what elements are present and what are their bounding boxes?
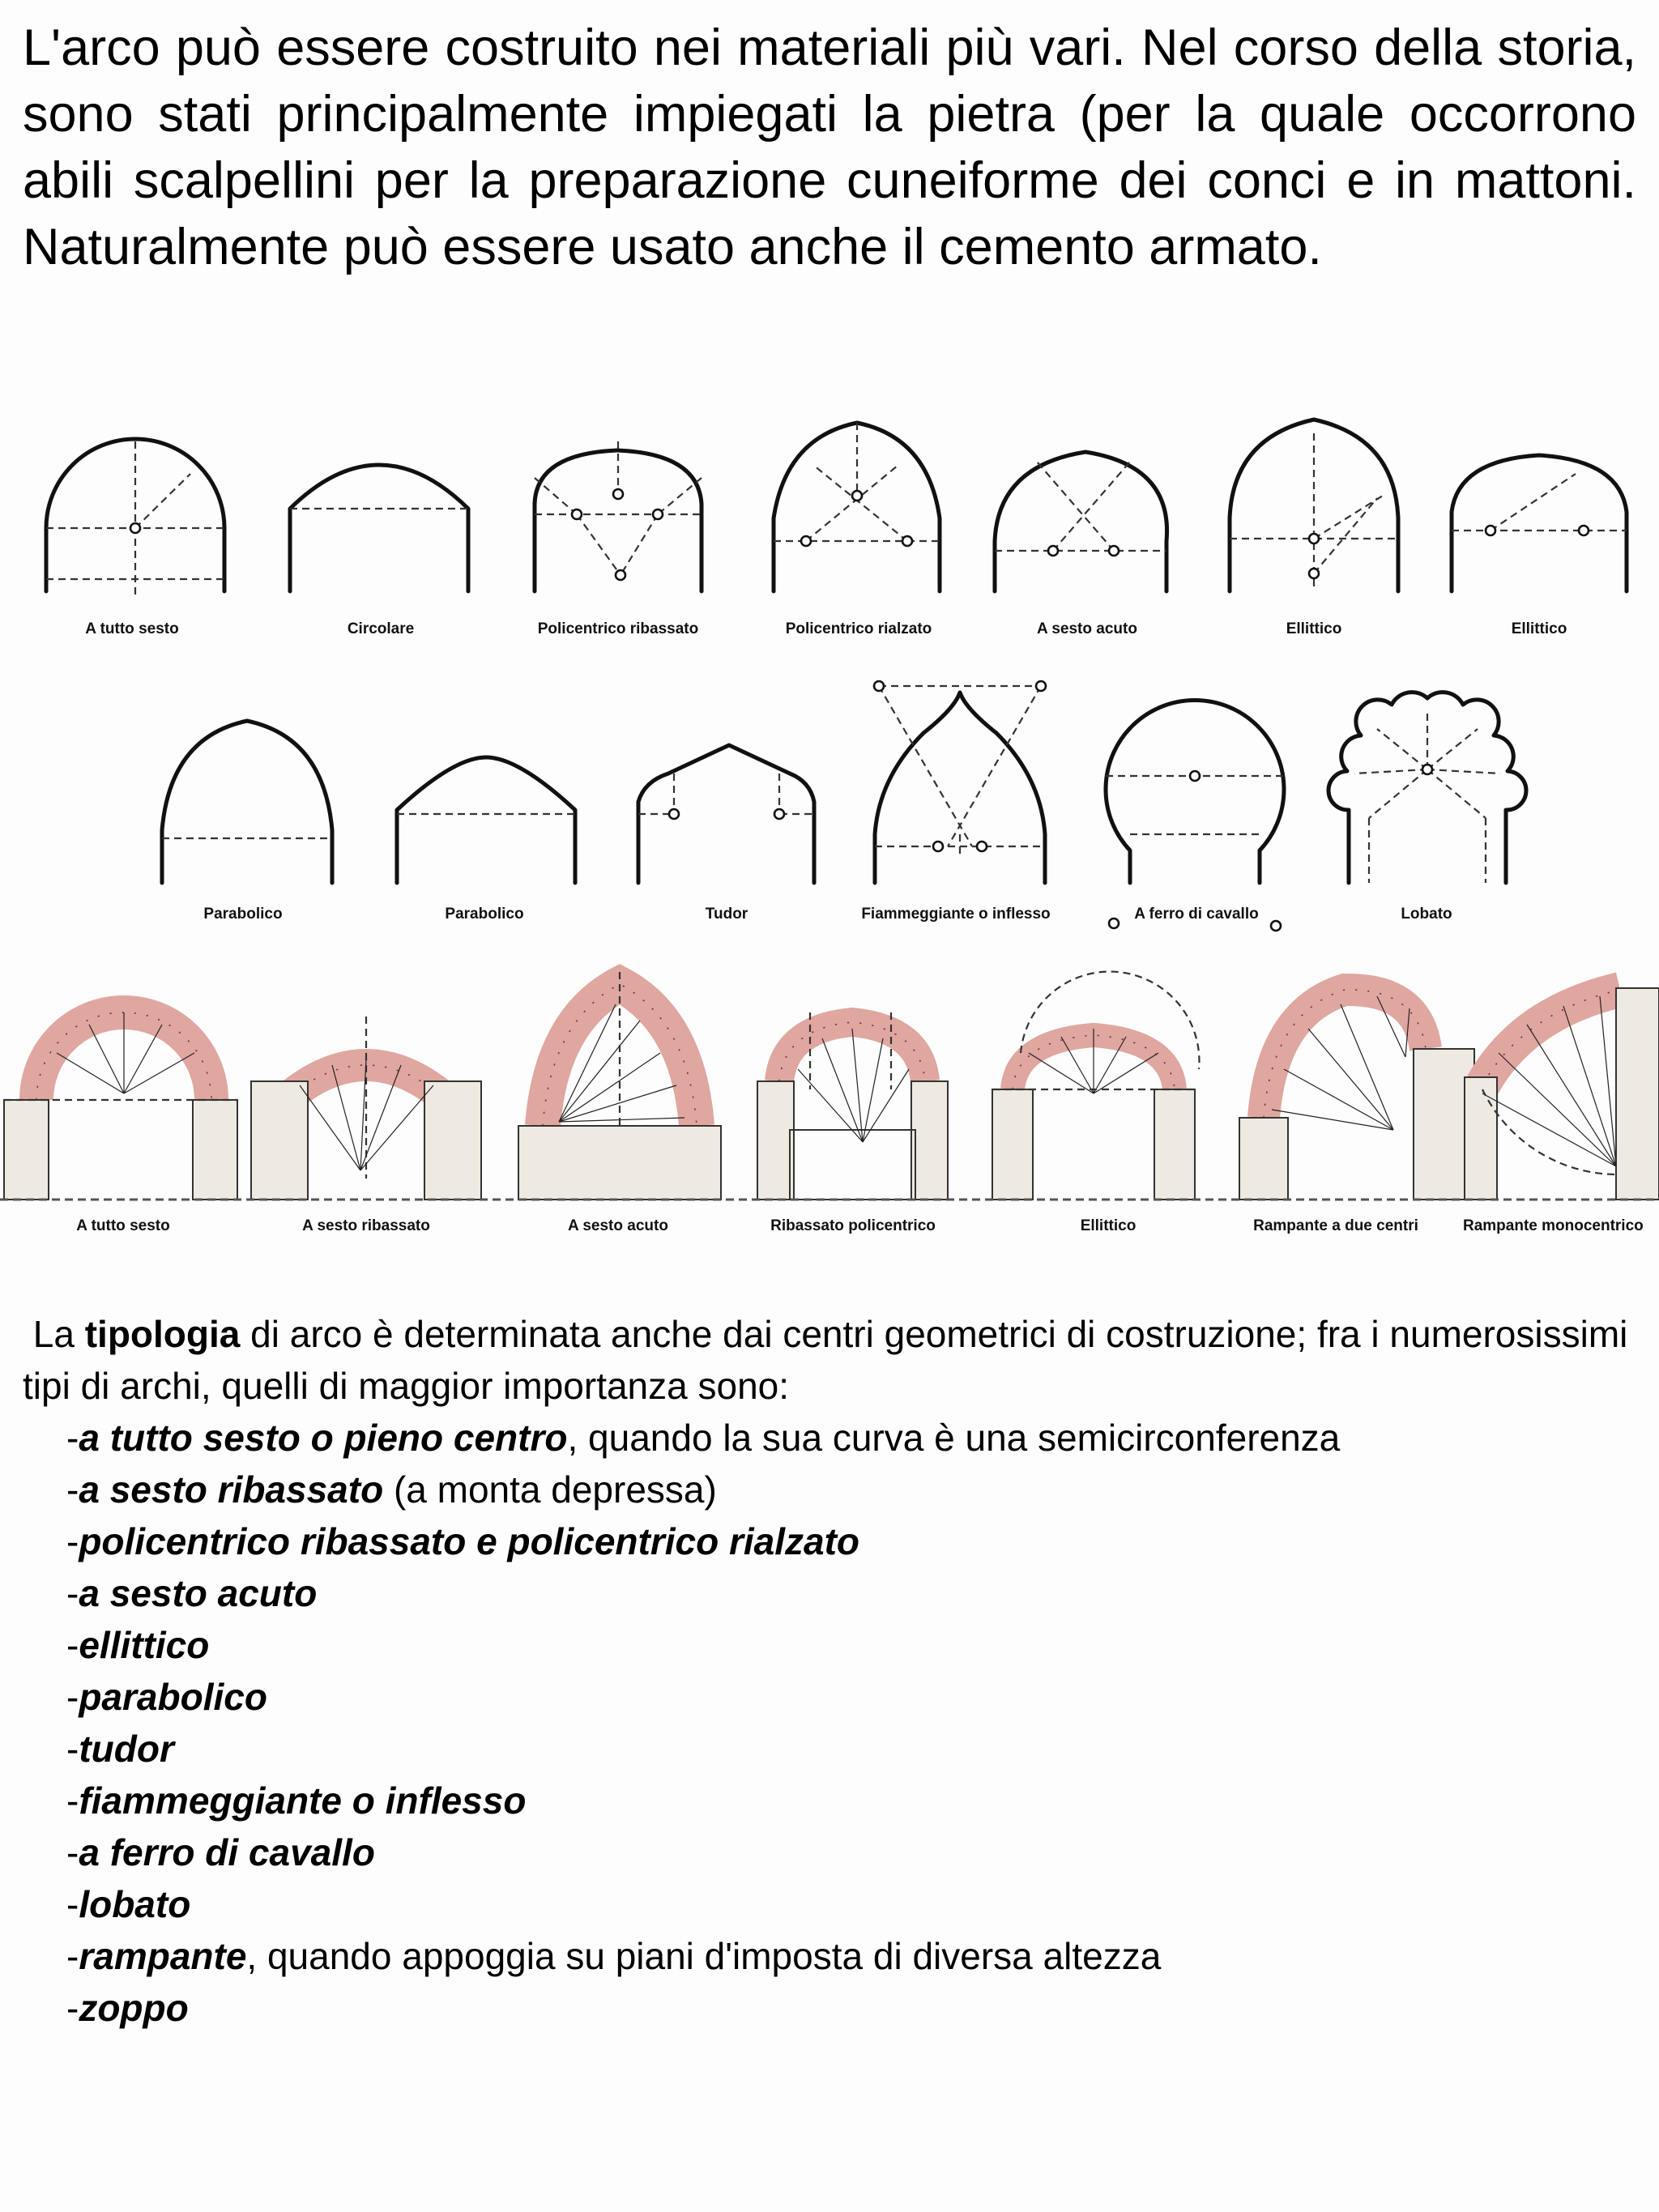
list-item: -a tutto sesto o pieno centro, quando la sua curva è una semicirconferenza [66,1417,1341,1459]
arch-type-name: rampante [79,1935,247,1977]
arch-a-sesto-acuto [995,452,1167,591]
label-rampante-a-due-centri: Rampante a due centri [1253,1217,1418,1234]
label-parabolico: Parabolico [203,906,283,923]
arch-types-section [23,1308,1636,2034]
brick-arch-a-sesto-acuto [518,972,721,1200]
arch-parabolico-2 [397,757,575,883]
list-item: -ellittico [66,1624,210,1666]
arch-parabolico-1 [162,721,332,883]
list-item: -tudor [66,1728,174,1770]
label-circolare: Circolare [347,620,415,637]
arch-types-list [23,1412,1636,2034]
arch-lobato [1328,693,1526,883]
brick-arch-ribassato-policentrico [757,1012,948,1200]
intro-bold-term: tipologia [84,1313,241,1355]
center-marker [1109,918,1119,928]
arch-type-note: , quando appoggia su piani d'imposta di diversa altezza [246,1935,1162,1977]
list-item: -parabolico [66,1676,267,1718]
arch-type-name: a ferro di cavallo [79,1831,375,1873]
label-rampante-monocentrico: Rampante monocentrico [1463,1217,1644,1234]
arch-fiammeggiante [874,681,1046,883]
arch-type-name: parabolico [79,1676,267,1718]
label-ellittico: Ellittico [1080,1217,1137,1234]
arch-row-3 [0,972,1659,1200]
list-item: -zoppo [66,1987,189,2029]
row-2-labels [203,906,1452,931]
label-ribassato-policentrico: Ribassato policentrico [770,1217,936,1234]
label-ellittico: Ellittico [1511,620,1567,637]
arch-type-name: a sesto ribassato [79,1468,384,1511]
label-a-ferro-di-cavallo: A ferro di cavallo [1134,906,1259,923]
list-item: -a sesto acuto [66,1572,318,1614]
arch-type-name: a tutto sesto o pieno centro [79,1417,568,1459]
intro-pre: La [32,1313,85,1355]
label-a-sesto-acuto: A sesto acuto [568,1217,668,1234]
arch-row-2 [162,681,1526,883]
arch-type-note: , quando la sua curva è una semicirconferenza [567,1417,1341,1459]
row-1-labels [85,620,1567,637]
label-lobato: Lobato [1401,906,1452,923]
list-item: -fiammeggiante o inflesso [66,1779,527,1822]
arch-type-name: fiammeggiante o inflesso [79,1779,527,1822]
label-a-tutto-sesto: A tutto sesto [85,620,179,637]
brick-arch-ellittico [992,972,1199,1200]
row-3-labels [76,1217,1643,1234]
arch-type-name: policentrico ribassato e policentrico rialzato [79,1520,860,1562]
list-item: -a ferro di cavallo [66,1831,375,1873]
brick-arch-rampante-due-centri [1239,990,1474,1200]
arch-ellittico-ribassato [1452,455,1627,591]
intro-post: di arco è determinata anche dai centri geometrici di costruzione; fra i numerosissimi tipi di archi, quelli di maggior importanza sono: [23,1313,1628,1407]
label-fiammeggiante: Fiammeggiante o inflesso [861,906,1051,923]
arch-type-name: zoppo [79,1987,189,2029]
arch-policentrico-rialzato [774,423,940,591]
arch-a-ferro-di-cavallo [1106,701,1284,883]
brick-arch-rampante-monocentrico [1465,988,1659,1200]
arch-type-note: (a monta depressa) [383,1468,717,1511]
arch-tudor [638,745,814,883]
brick-arch-a-sesto-ribassato [251,1016,481,1200]
arch-ellittico-rialzato [1230,420,1398,591]
center-marker [1271,921,1281,931]
label-a-sesto-ribassato: A sesto ribassato [302,1217,430,1234]
arch-type-name: tudor [79,1728,174,1770]
label-policentrico-rialzato: Policentrico rialzato [785,620,932,637]
arch-types-figure [0,413,1659,1247]
list-item: -lobato [66,1883,191,1925]
arch-type-name: a sesto acuto [79,1572,318,1614]
label-a-tutto-sesto: A tutto sesto [76,1217,170,1234]
label-a-sesto-acuto: A sesto acuto [1037,620,1137,637]
section-intro [23,1308,1636,1412]
label-ellittico: Ellittico [1286,620,1342,637]
arch-type-name: lobato [79,1883,191,1925]
label-parabolico: Parabolico [445,906,524,923]
intro-paragraph: L'arco può essere costruito nei materiali più vari. Nel corso della storia, sono stati principalmente impiegati la pietra (per la quale occorrono abili scalpellini per la preparazione cuneiforme dei conci e in mattoni. Naturalmente può essere usato anche il cemento armato. [23,19,1636,275]
label-policentrico-ribassato: Policentrico ribassato [537,620,699,637]
list-item: -a sesto ribassato (a monta depressa) [66,1468,717,1511]
brick-arch-a-tutto-sesto [4,1012,237,1200]
arch-row-1 [46,420,1627,599]
list-item: -policentrico ribassato e policentrico rialzato [66,1520,860,1562]
arch-policentrico-ribassato [535,441,702,591]
arch-diagrams [0,413,1659,1247]
arch-circolare [290,465,468,591]
arch-a-tutto-sesto [46,439,224,599]
arch-type-name: ellittico [79,1624,210,1666]
list-item: -rampante, quando appoggia su piani d'imposta di diversa altezza [66,1935,1162,1977]
label-tudor: Tudor [705,906,748,923]
